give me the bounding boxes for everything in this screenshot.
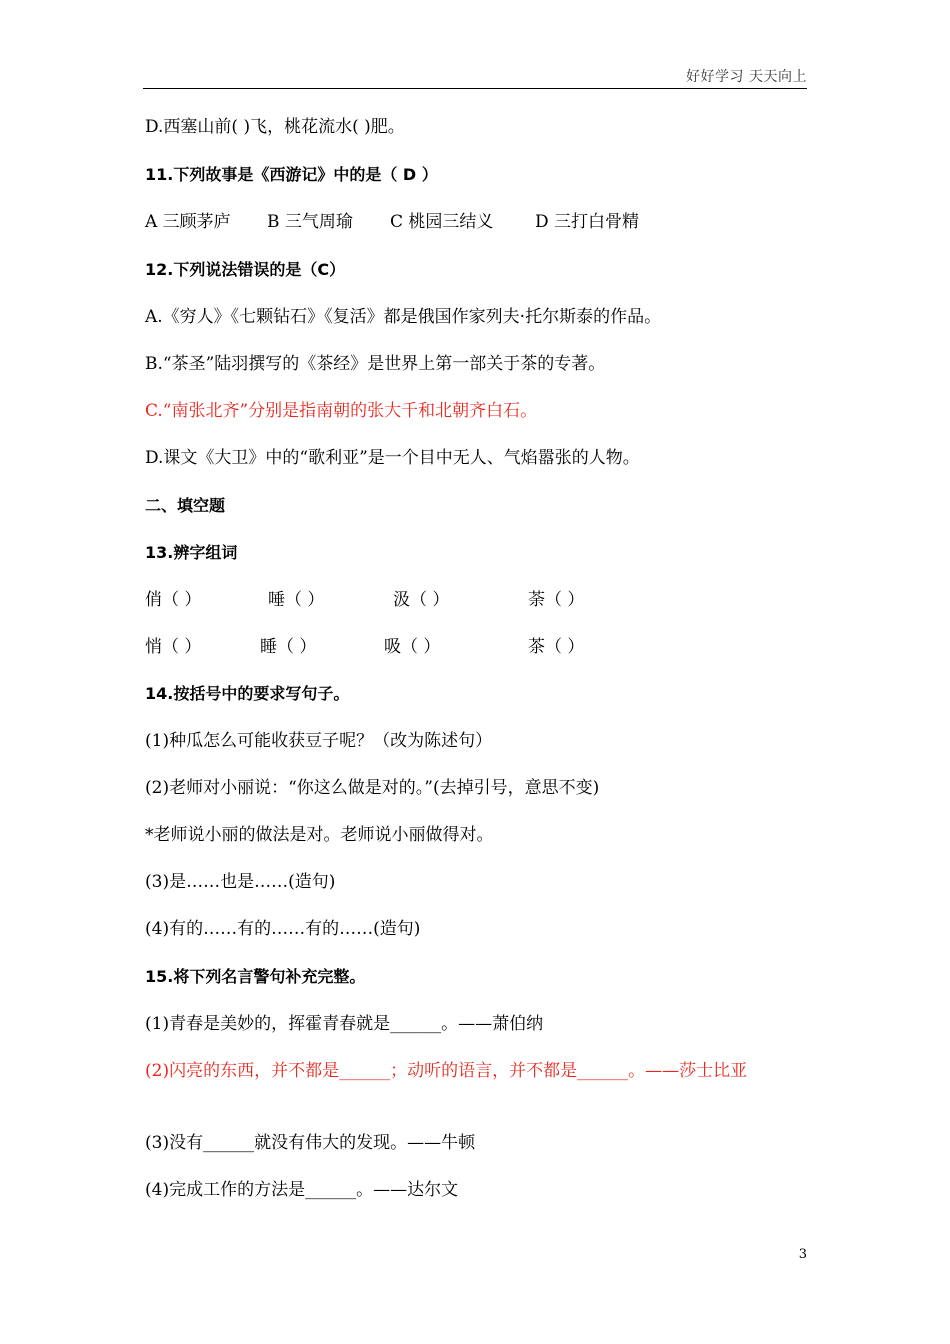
q11-option-b: B 三气周瑜 (267, 212, 353, 232)
q15-item-2: (2)闪亮的东西，并不都是______；动听的语言，并不都是______。——莎士比亚 (145, 1061, 748, 1081)
q13-item: 荼（ ） (528, 590, 585, 610)
q13-item: 悄（ ） (145, 637, 202, 657)
page-number: 3 (798, 1247, 807, 1262)
q14-item-2-answer: *老师说小丽的做法是对。老师说小丽做得对。 (145, 825, 494, 845)
q13-item: 茶（ ） (528, 637, 585, 657)
q13-item: 吸（ ） (384, 637, 441, 657)
q14-item-2: (2)老师对小丽说：“你这么做是对的。”(去掉引号，意思不变) (145, 778, 600, 798)
q15-item-4: (4)完成工作的方法是______。——达尔文 (145, 1180, 459, 1200)
q12-option-d: D.课文《大卫》中的“歌利亚”是一个目中无人、气焰嚣张的人物。 (145, 448, 640, 468)
q12-option-b: B.“茶圣”陆羽撰写的《茶经》是世界上第一部关于茶的专著。 (145, 354, 606, 374)
q11-option-c: C 桃园三结义 (390, 212, 494, 232)
header-slogan: 好好学习 天天向上 (686, 69, 807, 85)
q14-question: 14.按括号中的要求写句子。 (145, 684, 350, 703)
q11-option-d: D 三打白骨精 (535, 212, 640, 232)
q12-question: 12.下列说法错误的是（C） (145, 260, 346, 279)
q13-item: 俏（ ） (145, 590, 202, 610)
q15-question: 15.将下列名言警句补充完整。 (145, 967, 366, 986)
q12-option-a: A.《穷人》《七颗钻石》《复活》都是俄国作家列夫·托尔斯泰的作品。 (145, 307, 662, 327)
section-fill-blank-title: 二、填空题 (145, 496, 226, 515)
q12-option-c: C.“南张北齐”分别是指南朝的张大千和北朝齐白石。 (145, 401, 538, 421)
q13-item: 唾（ ） (268, 590, 325, 610)
q13-question: 13.辨字组词 (145, 543, 238, 562)
q14-item-1: (1)种瓜怎么可能收获豆子呢？（改为陈述句） (145, 731, 493, 751)
q13-item: 汲（ ） (393, 590, 450, 610)
q15-item-3: (3)没有______就没有伟大的发现。——牛顿 (145, 1133, 476, 1153)
q11-option-a: A 三顾茅庐 (145, 212, 231, 232)
q13-item: 睡（ ） (260, 637, 317, 657)
header-divider (143, 88, 807, 89)
q11-question: 11.下列故事是《西游记》中的是（ D ） (145, 165, 438, 184)
q14-item-4: (4)有的……有的……有的……(造句) (145, 919, 421, 939)
q15-item-1: (1)青春是美妙的，挥霍青春就是______。——萧伯纳 (145, 1014, 544, 1034)
q10-option-d: D.西塞山前( )飞，桃花流水( )肥。 (145, 117, 405, 137)
q14-item-3: (3)是……也是……(造句) (145, 872, 336, 892)
